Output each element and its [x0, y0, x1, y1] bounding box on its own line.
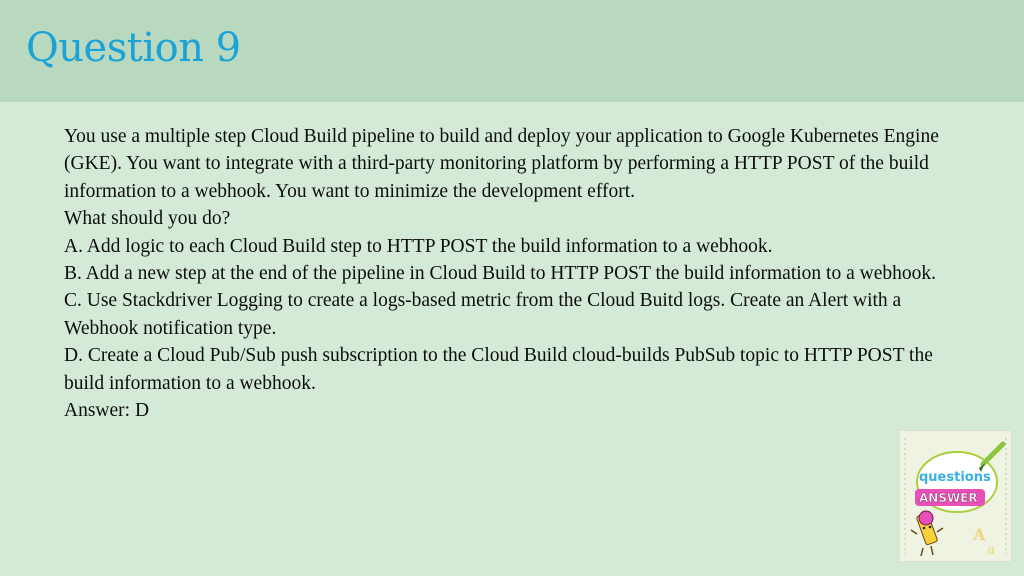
option-d: D. Create a Cloud Pub/Sub push subscription to the Cloud Build cloud-builds PubSub topic to HTTP POST the build information to a webhook. — [64, 345, 933, 394]
question-prompt: What should you do? — [64, 208, 231, 230]
badge-letter-a: A — [973, 525, 986, 544]
option-c: C. Use Stackdriver Logging to create a logs-based metric from the Cloud Buitd logs. Create an Alert with a Webhook notification type. — [64, 290, 902, 339]
questions-answer-sticker-icon — [899, 430, 1012, 562]
option-b: B. Add a new step at the end of the pipeline in Cloud Build to HTTP POST the build information to a webhook. — [64, 263, 936, 285]
slide-title: Question 9 — [26, 25, 241, 71]
question-body — [64, 123, 964, 424]
option-a: A. Add logic to each Cloud Build step to HTTP POST the build information to a webhook. — [64, 235, 773, 257]
answer-line: Answer: D — [64, 400, 150, 422]
badge-top-text: questions — [919, 470, 991, 485]
question-stem: You use a multiple step Cloud Build pipeline to build and deploy your application to Google Kubernetes Engine (GKE). You want to integrate with a third-party monitoring platform by performing a HTTP POST of the build information to a webhook. You want to minimize the development effort. — [64, 126, 939, 202]
badge-bottom-text: ANSWER — [919, 491, 978, 505]
header-bar — [0, 0, 1024, 102]
badge-letter-a-small: a — [987, 542, 996, 558]
